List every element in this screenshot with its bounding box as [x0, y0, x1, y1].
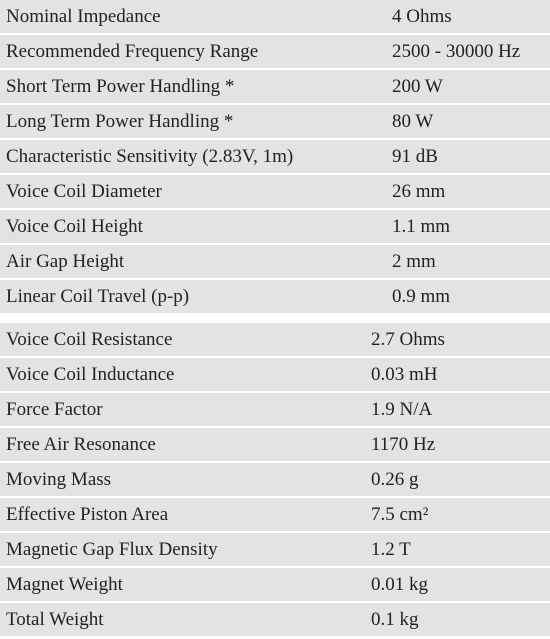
spec-value: 1.1 mm — [392, 216, 451, 237]
spec-label: Free Air Resonance — [6, 434, 156, 455]
spec-row — [0, 139, 550, 174]
spec-row — [0, 567, 550, 602]
spec-label: Total Weight — [6, 609, 104, 630]
spec-row — [0, 497, 550, 532]
spec-row — [0, 0, 550, 34]
spec-label: Voice Coil Diameter — [6, 181, 162, 202]
spec-label: Characteristic Sensitivity (2.83V, 1m) — [6, 146, 294, 167]
spec-row — [0, 174, 550, 209]
spec-row — [0, 357, 550, 392]
spec-value: 1170 Hz — [371, 434, 436, 455]
spec-label: Long Term Power Handling * — [6, 111, 234, 132]
spec-label: Magnet Weight — [6, 574, 123, 595]
spec-label: Air Gap Height — [6, 251, 125, 272]
spec-row — [0, 244, 550, 279]
spec-label: Effective Piston Area — [6, 504, 169, 525]
spec-label: Voice Coil Height — [6, 216, 143, 237]
section-divider — [0, 315, 550, 323]
spec-table-general — [0, 0, 550, 315]
spec-value: 0.03 mH — [371, 364, 438, 385]
spec-value: 7.5 cm² — [371, 504, 429, 525]
spec-group-parameters — [0, 323, 550, 638]
spec-value: 91 dB — [392, 146, 438, 167]
spec-value: 0.1 kg — [371, 609, 419, 630]
spec-value: 0.26 g — [371, 469, 419, 490]
spec-value: 1.9 N/A — [371, 399, 433, 420]
spec-row — [0, 602, 550, 637]
spec-value: 2500 - 30000 Hz — [392, 41, 521, 62]
spec-value: 4 Ohms — [392, 6, 452, 27]
spec-row — [0, 427, 550, 462]
spec-row — [0, 104, 550, 139]
spec-group-general — [0, 0, 550, 315]
spec-label: Recommended Frequency Range — [6, 41, 259, 62]
spec-row — [0, 279, 550, 314]
spec-value: 26 mm — [392, 181, 446, 202]
spec-value: 0.9 mm — [392, 286, 451, 307]
spec-row — [0, 392, 550, 427]
spec-row — [0, 323, 550, 357]
spec-label: Nominal Impedance — [6, 6, 161, 27]
spec-label: Linear Coil Travel (p-p) — [6, 286, 190, 307]
spec-table-parameters — [0, 323, 550, 638]
spec-row — [0, 532, 550, 567]
spec-label: Magnetic Gap Flux Density — [6, 539, 218, 560]
spec-value: 2.7 Ohms — [371, 329, 445, 350]
spec-label: Voice Coil Inductance — [6, 364, 175, 385]
spec-row — [0, 209, 550, 244]
spec-value: 1.2 T — [371, 539, 411, 560]
spec-row — [0, 34, 550, 69]
spec-value: 200 W — [392, 76, 443, 97]
spec-label: Moving Mass — [6, 469, 112, 490]
spec-label: Force Factor — [6, 399, 103, 420]
spec-value: 2 mm — [392, 251, 436, 272]
spec-label: Voice Coil Resistance — [6, 329, 173, 350]
spec-value: 0.01 kg — [371, 574, 428, 595]
spec-row — [0, 462, 550, 497]
spec-value: 80 W — [392, 111, 434, 132]
spec-row — [0, 69, 550, 104]
spec-label: Short Term Power Handling * — [6, 76, 235, 97]
